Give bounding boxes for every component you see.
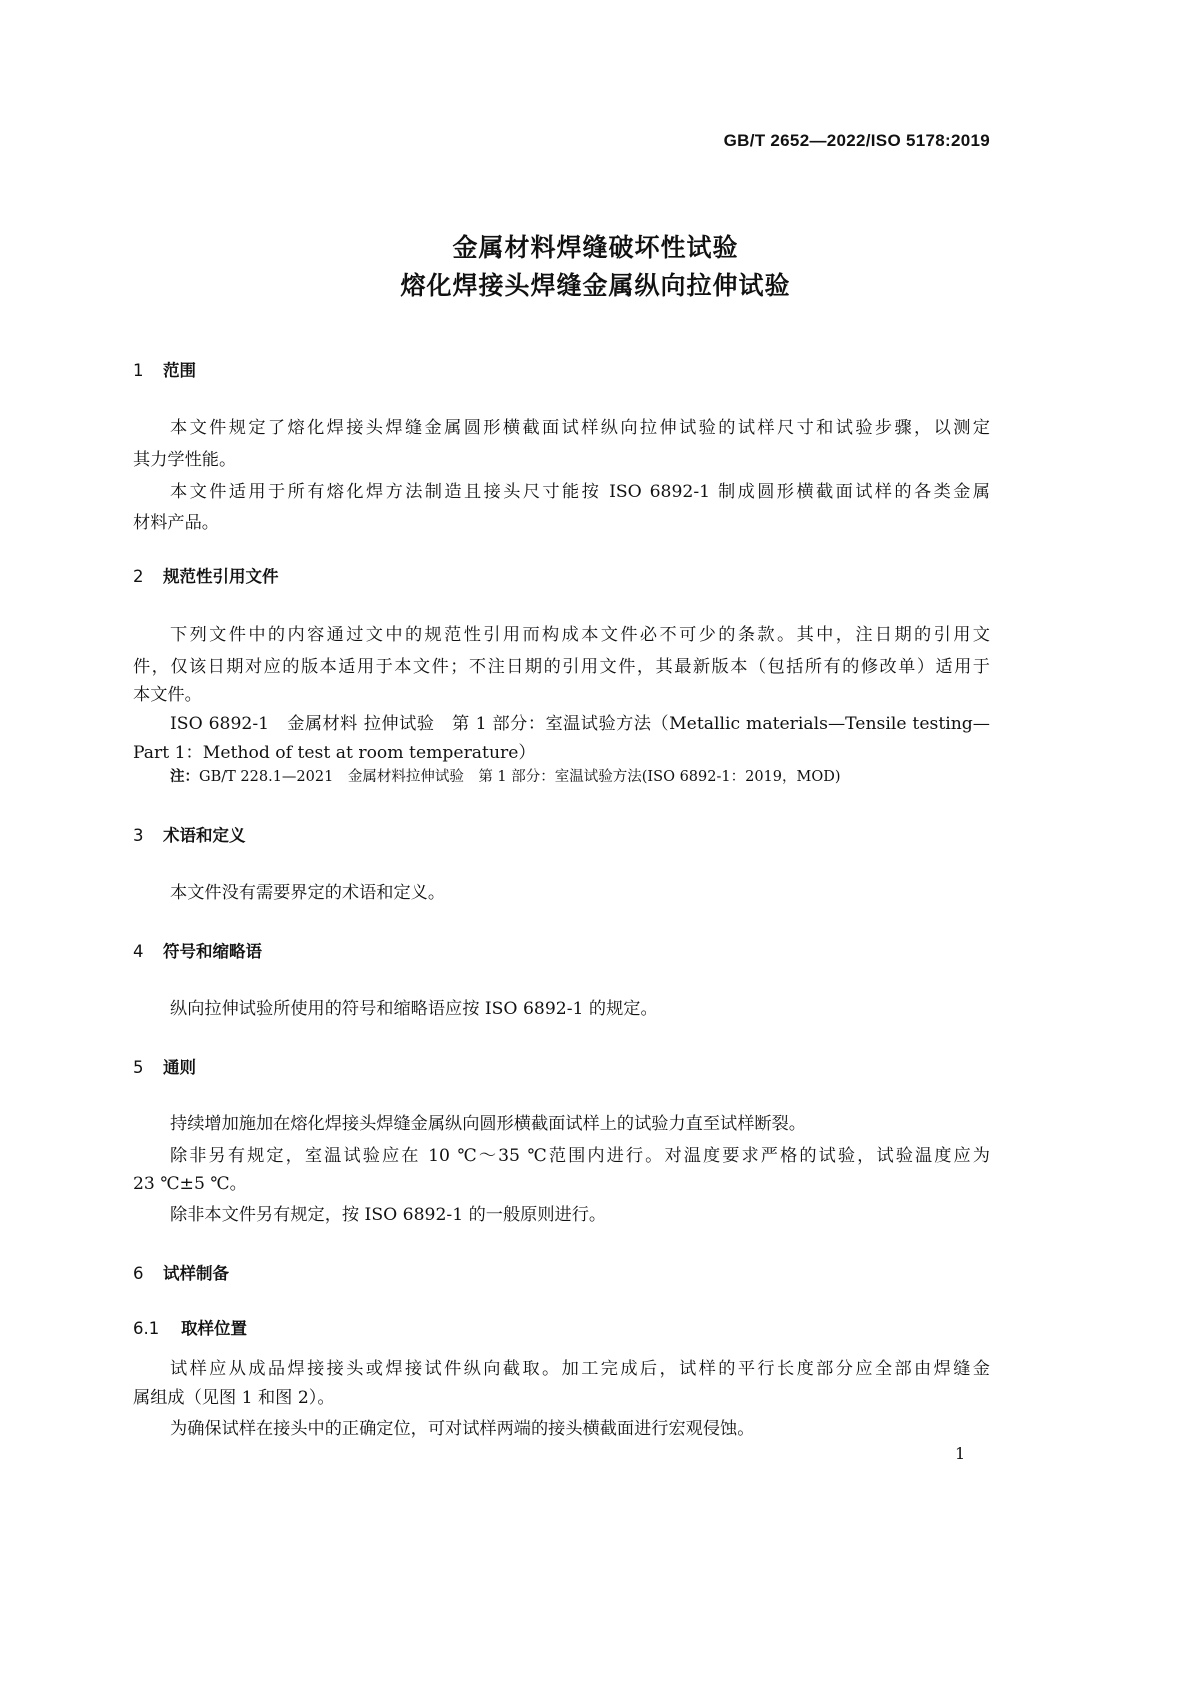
paragraph-line: 为确保试样在接头中的正确定位，可对试样两端的接头横截面进行宏观侵蚀。: [170, 1419, 755, 1439]
section-number: 5: [133, 1058, 144, 1077]
section-5-heading: [133, 1054, 196, 1078]
section-title: 试样制备: [163, 1264, 229, 1283]
section-6-1-heading: [133, 1315, 247, 1339]
section-number: 4: [133, 942, 144, 961]
section-title: 取样位置: [181, 1319, 247, 1338]
paragraph-line: 本文件没有需要界定的术语和定义。: [170, 883, 446, 903]
paragraph-line: 本文件适用于所有熔化焊方法制造且接头尺寸能按 ISO 6892-1 制成圆形横截面试样的各类金属: [170, 482, 990, 502]
document-title-line2: 熔化焊接头焊缝金属纵向拉伸试验: [400, 271, 791, 300]
section-number: 6.1: [133, 1319, 160, 1338]
paragraph-line: 纵向拉伸试验所使用的符号和缩略语应按 ISO 6892-1 的规定。: [170, 999, 658, 1019]
section-number: 6: [133, 1264, 144, 1283]
section-2-heading: [133, 563, 279, 587]
section-number: 2: [133, 567, 144, 586]
reference-line: ISO 6892-1 金属材料 拉伸试验 第 1 部分：室温试验方法（Metallic materials—Tensile testing—: [170, 714, 990, 734]
paragraph-line: 本文件规定了熔化焊接头焊缝金属圆形横截面试样纵向拉伸试验的试样尺寸和试验步骤，以测定: [170, 418, 990, 438]
section-3-heading: [133, 822, 246, 846]
section-title: 术语和定义: [163, 826, 246, 845]
page-number: 1: [955, 1444, 966, 1463]
paragraph-line: 持续增加施加在熔化焊接头焊缝金属纵向圆形横截面试样上的试验力直至试样断裂。: [170, 1114, 806, 1134]
section-4-heading: [133, 938, 262, 962]
note-label: 注：: [170, 769, 199, 785]
section-number: 3: [133, 826, 144, 845]
paragraph-line: 除非另有规定，室温试验应在 10 ℃～35 ℃范围内进行。对温度要求严格的试验，试验温度应为: [170, 1146, 990, 1166]
standard-number-header: GB/T 2652—2022/ISO 5178:2019: [723, 131, 990, 150]
section-title: 规范性引用文件: [163, 567, 279, 586]
paragraph-line: 23 ℃±5 ℃。: [133, 1174, 247, 1194]
paragraph-line: 除非本文件另有规定，按 ISO 6892-1 的一般原则进行。: [170, 1205, 607, 1225]
paragraph-line: 其力学性能。: [133, 450, 237, 470]
section-title: 范围: [163, 361, 196, 380]
section-title: 通则: [163, 1058, 196, 1077]
paragraph-line: 属组成（见图 1 和图 2）。: [133, 1388, 335, 1408]
section-6-heading: [133, 1260, 229, 1284]
section-title: 符号和缩略语: [163, 942, 262, 961]
paragraph-line: 试样应从成品焊接接头或焊接试件纵向截取。加工完成后，试样的平行长度部分应全部由焊缝金: [170, 1359, 990, 1379]
reference-line: Part 1：Method of test at room temperature）: [133, 743, 536, 763]
note: [170, 765, 841, 786]
section-1-heading: [133, 357, 196, 381]
section-number: 1: [133, 361, 144, 380]
paragraph-line: 件，仅该日期对应的版本适用于本文件；不注日期的引用文件，其最新版本（包括所有的修改单）适用于: [133, 657, 990, 677]
paragraph-line: 本文件。: [133, 685, 202, 705]
paragraph-line: 材料产品。: [133, 513, 219, 533]
document-title-line1: 金属材料焊缝破坏性试验: [452, 233, 739, 262]
paragraph-line: 下列文件中的内容通过文中的规范性引用而构成本文件必不可少的条款。其中，注日期的引用文: [170, 625, 990, 645]
note-text: GB/T 228.1—2021 金属材料拉伸试验 第 1 部分：室温试验方法(ISO 6892-1：2019，MOD): [199, 769, 841, 785]
